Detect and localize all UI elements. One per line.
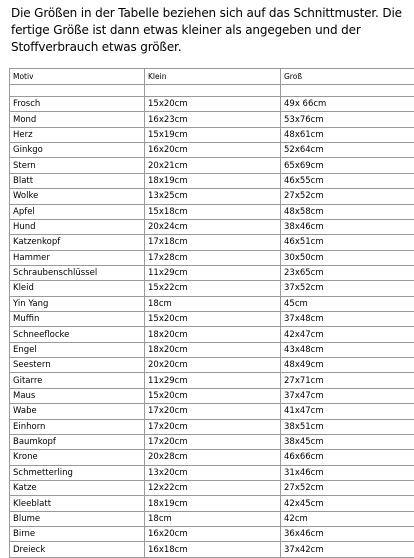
cell-motiv: Herz [10, 127, 145, 142]
cell-gross: 30x50cm [281, 250, 414, 265]
table-row [10, 434, 414, 449]
cell-gross: 53x76cm [281, 112, 414, 127]
cell-motiv: Ginkgo [10, 143, 145, 158]
cell-motiv: Einhorn [10, 419, 145, 434]
cell-klein: 15x22cm [145, 281, 281, 296]
cell-motiv: Frosch [10, 97, 145, 112]
cell-motiv: Hammer [10, 250, 145, 265]
table-row [10, 281, 414, 296]
cell-gross: 48x61cm [281, 127, 414, 142]
size-table-body [10, 69, 414, 558]
cell-gross: 65x69cm [281, 158, 414, 173]
cell-gross: 48x49cm [281, 358, 414, 373]
cell-motiv: Wabe [10, 404, 145, 419]
cell-motiv: Kleeblatt [10, 496, 145, 511]
cell-gross: 52x64cm [281, 143, 414, 158]
cell-motiv: Engel [10, 342, 145, 357]
table-row [10, 127, 414, 142]
cell-motiv: Kleid [10, 281, 145, 296]
cell-motiv: Schraubenschlüssel [10, 265, 145, 280]
cell-klein: 18cm [145, 296, 281, 311]
cell-klein: 17x18cm [145, 235, 281, 250]
cell-klein: 11x29cm [145, 265, 281, 280]
cell-gross: 49x 66cm [281, 97, 414, 112]
cell-motiv: Seestern [10, 358, 145, 373]
cell-klein: 17x20cm [145, 419, 281, 434]
cell-motiv: Blume [10, 511, 145, 526]
cell-klein: 20x20cm [145, 358, 281, 373]
cell-gross: 46x66cm [281, 450, 414, 465]
cell-klein: 12x22cm [145, 480, 281, 495]
cell-gross: 31x46cm [281, 465, 414, 480]
header-gross: Groß [281, 69, 414, 85]
cell-motiv: Katzenkopf [10, 235, 145, 250]
cell-klein: 17x28cm [145, 250, 281, 265]
cell-motiv: Baumkopf [10, 434, 145, 449]
table-row [10, 143, 414, 158]
cell-gross: 42x45cm [281, 496, 414, 511]
table-header-row [10, 69, 414, 85]
cell-gross: 37x42cm [281, 542, 414, 557]
cell-gross: 42x47cm [281, 327, 414, 342]
table-row [10, 173, 414, 188]
table-row [10, 235, 414, 250]
table-row [10, 342, 414, 357]
cell-klein: 13x25cm [145, 189, 281, 204]
table-row [10, 388, 414, 403]
table-row [10, 404, 414, 419]
cell-gross: 38x51cm [281, 419, 414, 434]
cell-klein: 17x20cm [145, 434, 281, 449]
cell-klein: 15x20cm [145, 388, 281, 403]
cell-klein: 18x19cm [145, 173, 281, 188]
size-table [9, 68, 414, 558]
cell-klein: 15x19cm [145, 127, 281, 142]
cell-klein: 13x20cm [145, 465, 281, 480]
table-row [10, 358, 414, 373]
header-klein: Klein [145, 69, 281, 85]
cell-gross: 37x48cm [281, 312, 414, 327]
cell-gross: 48x58cm [281, 204, 414, 219]
empty-cell [145, 85, 281, 97]
cell-gross: 36x46cm [281, 527, 414, 542]
cell-gross: 38x46cm [281, 219, 414, 234]
cell-klein: 18x19cm [145, 496, 281, 511]
cell-klein: 16x20cm [145, 527, 281, 542]
cell-gross: 37x47cm [281, 388, 414, 403]
cell-gross: 38x45cm [281, 434, 414, 449]
table-row [10, 312, 414, 327]
cell-klein: 15x20cm [145, 97, 281, 112]
table-row [10, 204, 414, 219]
table-row [10, 265, 414, 280]
cell-motiv: Yin Yang [10, 296, 145, 311]
cell-klein: 16x23cm [145, 112, 281, 127]
table-row [10, 296, 414, 311]
cell-gross: 45cm [281, 296, 414, 311]
table-row [10, 250, 414, 265]
header-motiv: Motiv [10, 69, 145, 85]
cell-klein: 18x20cm [145, 342, 281, 357]
table-spacer-row [10, 85, 414, 97]
cell-gross: 23x65cm [281, 265, 414, 280]
cell-gross: 41x47cm [281, 404, 414, 419]
table-row [10, 189, 414, 204]
cell-klein: 15x20cm [145, 312, 281, 327]
cell-motiv: Maus [10, 388, 145, 403]
cell-klein: 18cm [145, 511, 281, 526]
cell-motiv: Krone [10, 450, 145, 465]
cell-gross: 46x51cm [281, 235, 414, 250]
table-row [10, 480, 414, 495]
table-row [10, 112, 414, 127]
table-row [10, 219, 414, 234]
cell-gross: 27x52cm [281, 480, 414, 495]
cell-motiv: Dreieck [10, 542, 145, 557]
cell-gross: 37x52cm [281, 281, 414, 296]
cell-motiv: Wolke [10, 189, 145, 204]
cell-klein: 20x21cm [145, 158, 281, 173]
cell-gross: 43x48cm [281, 342, 414, 357]
cell-motiv: Birne [10, 527, 145, 542]
cell-klein: 11x29cm [145, 373, 281, 388]
empty-cell [281, 85, 414, 97]
cell-motiv: Schmetterling [10, 465, 145, 480]
cell-motiv: Katze [10, 480, 145, 495]
table-row [10, 327, 414, 342]
table-row [10, 373, 414, 388]
cell-gross: 46x55cm [281, 173, 414, 188]
cell-motiv: Stern [10, 158, 145, 173]
cell-klein: 20x24cm [145, 219, 281, 234]
cell-motiv: Muffin [10, 312, 145, 327]
empty-cell [10, 85, 145, 97]
table-row [10, 511, 414, 526]
cell-motiv: Hund [10, 219, 145, 234]
table-row [10, 542, 414, 557]
cell-motiv: Blatt [10, 173, 145, 188]
cell-klein: 16x20cm [145, 143, 281, 158]
table-row [10, 158, 414, 173]
intro-text: Die Größen in der Tabelle beziehen sich auf das Schnittmuster. Die fertige Größe ist dann etwas kleiner als angegeben und der Stoffverbrauch etwas größer. [11, 5, 411, 56]
cell-motiv: Mond [10, 112, 145, 127]
cell-klein: 20x28cm [145, 450, 281, 465]
table-row [10, 450, 414, 465]
cell-klein: 15x18cm [145, 204, 281, 219]
table-row [10, 97, 414, 112]
table-row [10, 419, 414, 434]
table-row [10, 465, 414, 480]
cell-klein: 17x20cm [145, 404, 281, 419]
cell-motiv: Gitarre [10, 373, 145, 388]
cell-motiv: Apfel [10, 204, 145, 219]
table-row [10, 496, 414, 511]
cell-klein: 16x18cm [145, 542, 281, 557]
cell-klein: 18x20cm [145, 327, 281, 342]
cell-gross: 42cm [281, 511, 414, 526]
cell-gross: 27x52cm [281, 189, 414, 204]
cell-gross: 27x71cm [281, 373, 414, 388]
cell-motiv: Schneeflocke [10, 327, 145, 342]
